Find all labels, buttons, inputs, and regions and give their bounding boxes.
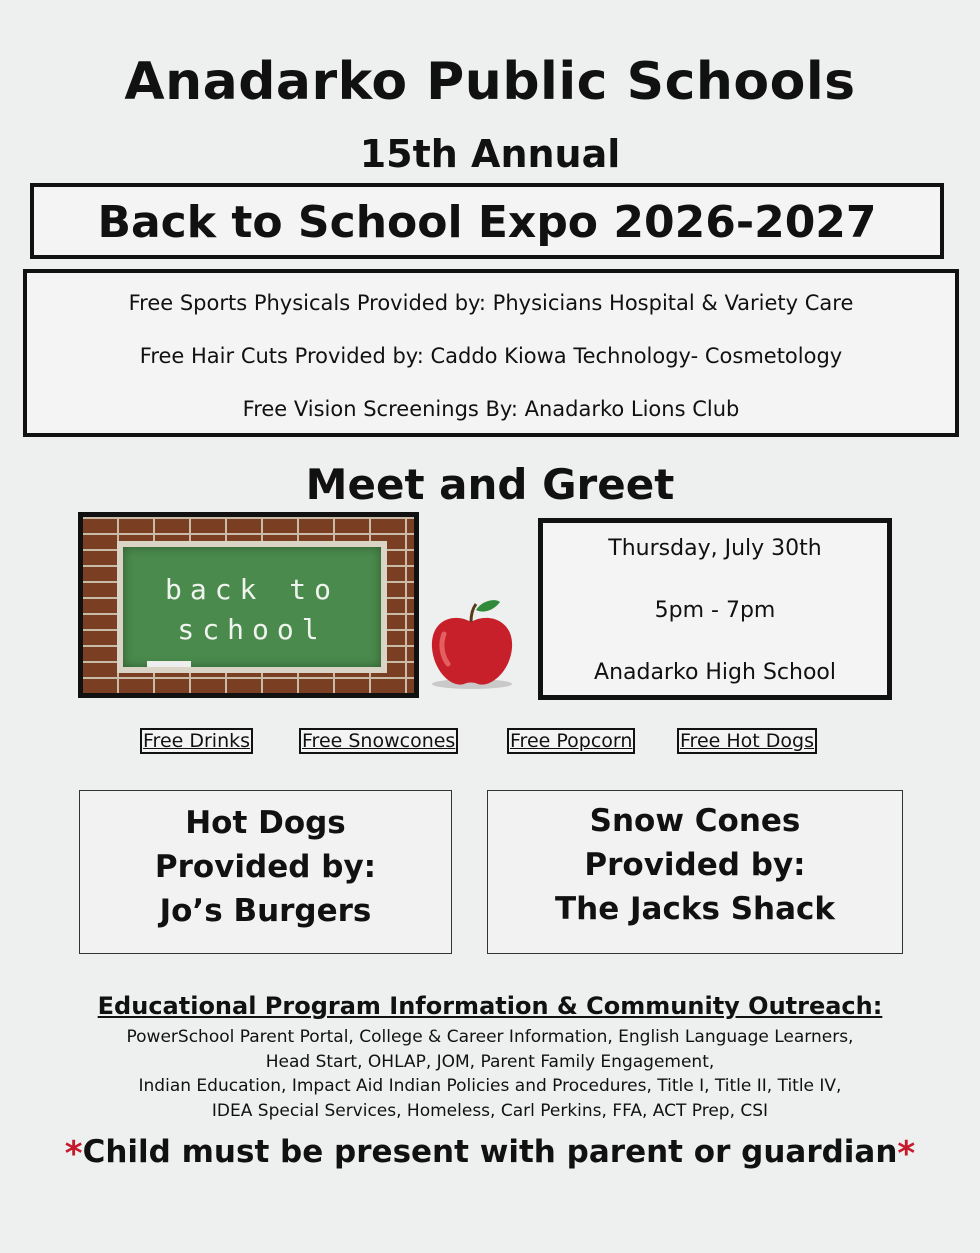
hotdogs-provider-name: Jo’s Burgers [159, 893, 372, 929]
service-haircuts: Free Hair Cuts Provided by: Caddo Kiowa Technology- Cosmetology [139, 344, 843, 368]
event-title-box [30, 183, 944, 259]
asterisk-left: * [64, 1134, 83, 1174]
snowcones-heading: Snow Cones [589, 803, 801, 839]
chalk-eraser [147, 661, 191, 667]
services-box [23, 269, 959, 437]
chalkboard-image [78, 512, 419, 698]
free-hotdogs-label: Free Hot Dogs [677, 728, 817, 754]
hotdogs-provider-box [79, 790, 452, 954]
snowcones-provider-name: The Jacks Shack [554, 891, 836, 927]
hotdogs-provided-by: Provided by: [154, 849, 377, 885]
chalkboard-line-2: school [177, 613, 327, 646]
page-title: Anadarko Public Schools [124, 52, 856, 112]
service-vision: Free Vision Screenings By: Anadarko Lions Club [242, 397, 740, 421]
free-snowcones-label: Free Snowcones [299, 728, 458, 754]
meet-and-greet-heading: Meet and Greet [305, 460, 675, 509]
guardian-notice [0, 1134, 980, 1174]
event-date: Thursday, July 30th [608, 536, 822, 561]
chalkboard-line-1: back to [164, 573, 339, 606]
chalkboard [123, 547, 381, 667]
event-time: 5pm - 7pm [654, 598, 776, 623]
education-line-3: Indian Education, Impact Aid Indian Policies and Procedures, Title I, Title II, Title IV, [138, 1076, 842, 1096]
brick-wall [83, 517, 414, 693]
event-location: Anadarko High School [594, 660, 836, 685]
asterisk-right: * [897, 1134, 916, 1174]
apple-icon [424, 598, 518, 692]
education-line-4: IDEA Special Services, Homeless, Carl Perkins, FFA, ACT Prep, CSI [211, 1101, 769, 1121]
guardian-notice-text: Child must be present with parent or guardian [82, 1134, 898, 1170]
free-drinks-label: Free Drinks [140, 728, 253, 754]
snowcones-provider-box [487, 790, 903, 954]
free-popcorn-label: Free Popcorn [507, 728, 635, 754]
education-title: Educational Program Information & Community Outreach: [97, 992, 883, 1020]
event-title: Back to School Expo 2026-2027 [97, 197, 877, 248]
snowcones-provided-by: Provided by: [584, 847, 806, 883]
service-physicals: Free Sports Physicals Provided by: Physicians Hospital & Variety Care [128, 291, 854, 315]
education-line-1: PowerSchool Parent Portal, College & Career Information, English Language Learners, [126, 1027, 854, 1047]
event-details-box [538, 518, 892, 700]
education-line-2: Head Start, OHLAP, JOM, Parent Family Engagement, [265, 1052, 715, 1072]
chalkboard-frame [117, 541, 387, 673]
subtitle: 15th Annual [359, 132, 621, 176]
hotdogs-heading: Hot Dogs [185, 805, 346, 841]
